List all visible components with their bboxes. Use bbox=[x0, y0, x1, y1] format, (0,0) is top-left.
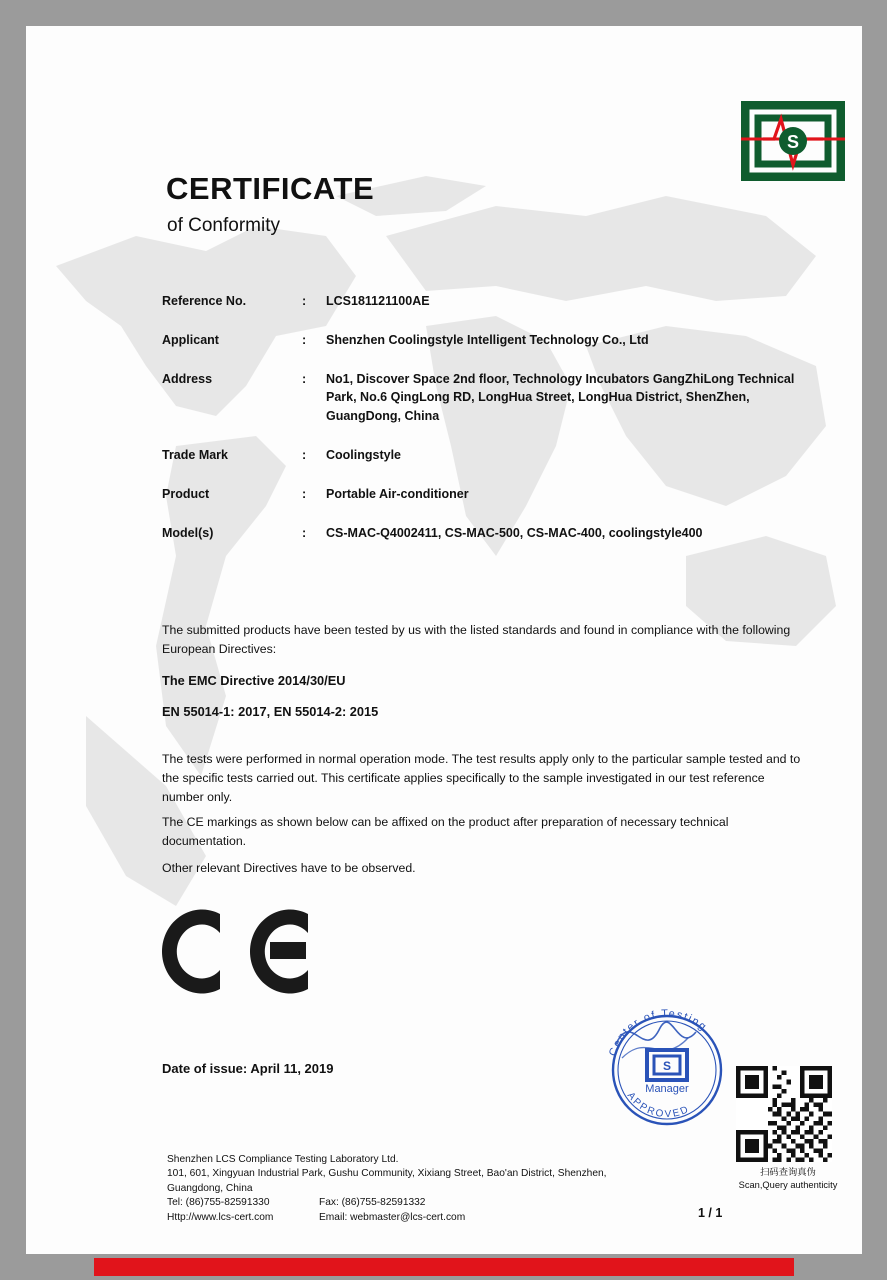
field-row-address bbox=[162, 370, 822, 424]
page-number: 1 / 1 bbox=[698, 1206, 723, 1220]
qr-caption-en: Scan,Query authenticity bbox=[738, 1180, 838, 1191]
qr-code[interactable] bbox=[736, 1066, 832, 1162]
directive-text: The EMC Directive 2014/30/EU bbox=[162, 673, 346, 688]
footer-tel: Tel: (86)755-82591330 bbox=[167, 1197, 270, 1209]
field-label: Reference No. bbox=[162, 294, 247, 308]
footer-website[interactable]: Http://www.lcs-cert.com bbox=[167, 1211, 274, 1223]
svg-text:S: S bbox=[662, 1059, 672, 1073]
date-of-issue: Date of issue: April 11, 2019 bbox=[162, 1061, 334, 1076]
stamp-approved-text: APPROVED bbox=[624, 1090, 692, 1121]
field-label: Product bbox=[162, 486, 210, 501]
field-label: Trade Mark bbox=[162, 447, 229, 462]
lcs-logo-icon bbox=[741, 101, 845, 181]
field-colon: : bbox=[302, 294, 307, 308]
field-colon: : bbox=[302, 525, 307, 540]
ce-mark-icon bbox=[158, 904, 318, 999]
compliance-intro-text: The submitted products have been tested by us with the listed standards and found in compliance with the following European Directives: bbox=[162, 623, 791, 657]
svg-text:S: S bbox=[786, 132, 800, 152]
other-directives-text: Other relevant Directives have to be observed. bbox=[162, 861, 416, 875]
page-title: CERTIFICATE bbox=[166, 171, 375, 206]
field-row-applicant bbox=[162, 331, 822, 349]
footer-contact-row-1 bbox=[167, 1196, 606, 1210]
certificate-fields bbox=[162, 292, 822, 563]
field-value: Coolingstyle bbox=[326, 447, 402, 462]
standards-text: EN 55014-1: 2017, EN 55014-2: 2015 bbox=[162, 704, 379, 719]
ce-note-text: The CE markings as shown below can be affixed on the product after preparation of necessary technical documentation. bbox=[162, 815, 729, 849]
bottom-red-bar bbox=[94, 1258, 794, 1276]
field-row-trade-mark bbox=[162, 446, 822, 464]
footer-fax: Fax: (86)755-82591332 bbox=[319, 1197, 426, 1209]
footer-company: Shenzhen LCS Compliance Testing Laboratory Ltd. bbox=[167, 1154, 399, 1165]
field-value: No1, Discover Space 2nd floor, Technology Incubators GangZhiLong Technical Park, No.6 QingLong RD, LongHua Street, LongHua District, ShenZhen, GuangDong, China bbox=[326, 372, 795, 423]
field-row-product bbox=[162, 485, 822, 503]
field-colon: : bbox=[302, 333, 307, 348]
qr-caption bbox=[726, 1166, 850, 1193]
stamp-outer-text: Center of Testing bbox=[606, 1007, 710, 1058]
field-row-models bbox=[162, 524, 822, 542]
field-label: Model(s) bbox=[162, 525, 214, 540]
footer-address-line1: 101, 601, Xingyuan Industrial Park, Gushu Community, Xixiang Street, Bao'an District, Shenzhen, bbox=[167, 1168, 607, 1180]
footer bbox=[167, 1153, 606, 1225]
field-value: CS-MAC-Q4002411, CS-MAC-500, CS-MAC-400, coolingstyle400 bbox=[326, 525, 703, 540]
certificate-sheet bbox=[26, 26, 862, 1254]
field-colon: : bbox=[302, 372, 307, 387]
field-row-reference-no bbox=[162, 292, 822, 310]
page-subtitle: of Conformity bbox=[167, 215, 280, 236]
field-value: Portable Air-conditioner bbox=[326, 486, 469, 501]
qr-caption-cn: 扫码查询真伪 bbox=[760, 1167, 816, 1177]
footer-email[interactable]: Email: webmaster@lcs-cert.com bbox=[319, 1211, 466, 1223]
footer-contact-row-2 bbox=[167, 1211, 606, 1225]
approval-stamp bbox=[592, 992, 742, 1142]
field-colon: : bbox=[302, 486, 307, 501]
field-value: Shenzhen Coolingstyle Intelligent Technology Co., Ltd bbox=[326, 333, 649, 348]
field-label: Address bbox=[162, 372, 213, 387]
footer-address-line2: Guangdong, China bbox=[167, 1182, 253, 1194]
field-label: Applicant bbox=[162, 333, 219, 348]
stamp-inner-text: Manager bbox=[645, 1083, 689, 1095]
tests-note-text: The tests were performed in normal operation mode. The test results apply only to the particular sample tested and to the specific tests carried out. This certificate applies specifically to the sample investigated in our test reference number only. bbox=[162, 752, 801, 805]
field-colon: : bbox=[302, 447, 307, 462]
field-value: LCS181121100AE bbox=[326, 294, 430, 308]
